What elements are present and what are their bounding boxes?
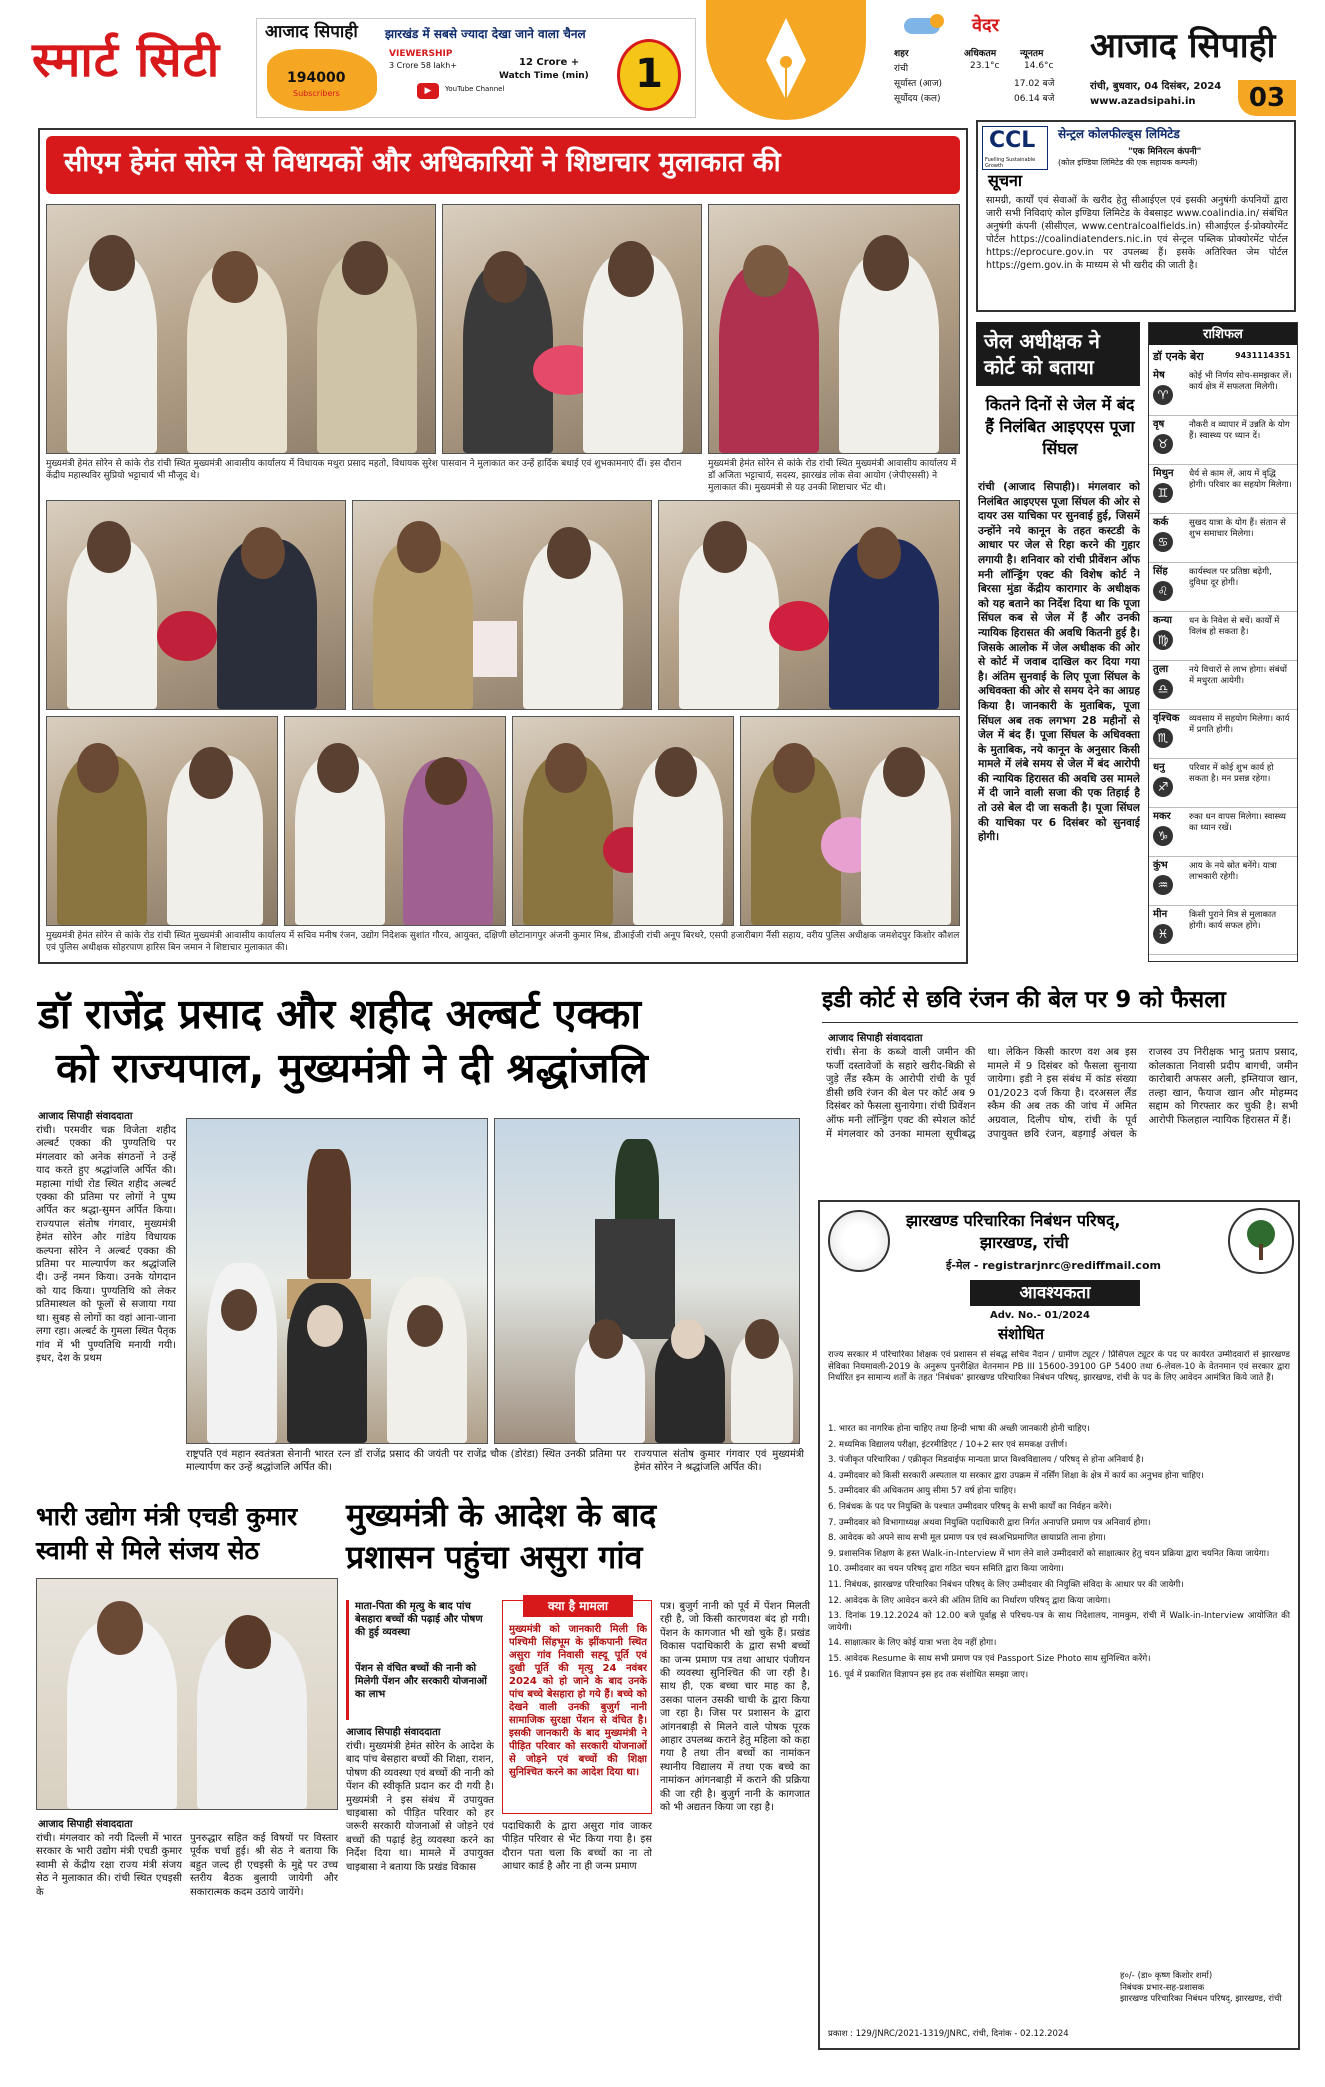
nursing-footer: प्रकाश : 129/JNRC/2021-1319/JNRC, रांची, दिनांक - 02.12.2024: [828, 2029, 1069, 2039]
weather-max: 23.1°c: [970, 61, 1000, 71]
nursing-heading: आवश्यकता: [1019, 1283, 1091, 1303]
photo-mla-1: [46, 204, 436, 454]
ad-rank: 1: [635, 51, 663, 97]
nursing-item: 1. भारत का नागरिक होना चाहिए तथा हिन्दी भाषा की अच्छी जानकारी होनी चाहिए।: [828, 1424, 1090, 1434]
zodiac-icon: ♍: [1153, 630, 1173, 650]
nursing-title: झारखण्ड परिचारिका निबंधन परिषद्,: [906, 1211, 1121, 1230]
ad-rank-badge: [617, 39, 681, 111]
asura-box: [502, 1600, 652, 1814]
page-number: [1238, 80, 1296, 116]
zodiac-text: नौकरी व व्यापार में उन्नति के योग हैं। स्वास्थ्य पर ध्यान दें।: [1189, 420, 1290, 441]
minister-byline: आजाद सिपाही संवाददाता: [38, 1819, 133, 1830]
zodiac-text: धन के निवेश से बचें। कार्यों में विलंब हो सकता है।: [1189, 616, 1280, 637]
page-number-text: 03: [1248, 83, 1286, 113]
zodiac-name: सिंह: [1153, 566, 1168, 577]
nursing-signatory-3: झारखण्ड परिचारिका निबंधन परिषद्, झारखण्ड, रांची: [1120, 1994, 1282, 2004]
nursing-items: [828, 1424, 1290, 1964]
zodiac-name: कुंभ: [1153, 860, 1168, 871]
zodiac-text: धैर्य से काम लें, आय में वृद्धि होगी। परिवार का सहयोग मिलेगा।: [1189, 469, 1292, 490]
nursing-item: 15. आवेदक Resume के साथ सभी प्रमाण पत्र एवं Passport Size Photo साथ सुनिश्चित करेंगे।: [828, 1653, 1151, 1664]
paper-name: आजाद सिपाही: [1090, 26, 1276, 66]
zodiac-text: कार्यस्थल पर प्रतिष्ठा बढ़ेगी, दुविधा दूर होगी।: [1189, 567, 1272, 588]
nursing-item: 14. साक्षात्कार के लिए कोई यात्रा भत्ता देय नहीं होगा।: [828, 1638, 997, 1649]
nursing-item: 8. आवेदक को अपने साथ सभी मूल प्रमाण पत्र एवं स्वअभिप्रमाणित छायाप्रति लाना होगा।: [828, 1533, 1106, 1544]
zodiac-list: [1149, 367, 1297, 961]
ccl-company: सेन्ट्रल कोलफील्ड्स लिमिटेड: [1058, 127, 1180, 141]
photo-police-4: [740, 716, 960, 926]
nursing-item: 11. निबंधक, झारखण्ड परिचारिका निबंधन परिषद् के लिए उम्मीदवार की नियुक्ति संविदा के आधार पर की जायेगी।: [828, 1579, 1184, 1590]
asura-body-1: रांची। मुख्यमंत्री हेमंत सोरेन के आदेश के बाद पांच बेसहारा बच्चों की शिक्षा, राशन, पोषण की व्यवस्था एवं बच्चों की नानी को पेंशन की स्वीकृति प्रदान कर दी गयी है। मुख्यमंत्री ने इस संबंध में उपायुक्त चाइबासा को पीड़ित परिवार को हर जरूरी सरकारी योजनाओं से जोड़ने एवं बच्चों की पढ़ाई हेतु व्यवस्था करने का निर्देश दिया था। मामले में उपायुक्त चाइबासा ने बताया कि प्रखंड विकास: [346, 1741, 494, 1873]
weather-sunset-label: सूर्यास्त (आज): [894, 79, 943, 89]
jail-body: रांची (आजाद सिपाही)। मंगलवार को निलंबित आइएएस पूजा सिंघल की ओर से दायर उस याचिका पर सुनवाई हुई, जिसमें उन्होंने नये कानून के तहत कस्टडी के आधार पर जेल से रिहा करने की गुहार लगायी है। शनिवार को रांची प्रीवेंशन ऑफ मनी लॉन्ड्रिंग एक्ट की विशेष कोर्ट ने बिरसा मुंडा केंद्रीय कारागार के अधीक्षक को यह बताने का निर्देश दिया था कि पूजा सिंघल कब से जेल में हैं और उनकी न्यायिक हिरासत की अवधि कितनी हुई है। जिसके आलोक में जेल अधीक्षक की ओर से कोर्ट में जवाब दाखिल कर दिया गया है। अंतिम सुनवाई के लिए पूजा सिंघल के अधिवक्ता की ओर से समय देने का आग्रह किया है। जानकारी के मुताबिक, पूजा सिंघल अब तक लगभग 28 महीनों से जेल में बंद हैं। पूजा सिंघल के अधिवक्ता के मुताबिक, नये कानून के अनुसार किसी मामले में लंबे समय से जेल में बंद आरोपी की न्यायिक हिरासत की अवधि उस मामले में दी जाने वाली सजा की एक तिहाई है तो उसे बेल दी जा सकती है। पूजा सिंघल की याचिका पर 6 दिसंबर को सुनवाई होगी।: [978, 481, 1140, 844]
zodiac-icon: ♊: [1153, 483, 1173, 503]
ccl-company-sub2: (कोल इण्डिया लिमिटेड की एक सहायक कम्पनी): [1058, 158, 1198, 167]
rashifal-title-bar: [1149, 323, 1297, 345]
ad-watch-label: Watch Time (min): [499, 71, 589, 81]
asura-box-title: क्या है मामला: [548, 1599, 608, 1613]
zodiac-row: [1149, 710, 1297, 759]
photo-rajendra-statue: [186, 1118, 488, 1444]
masthead: [0, 0, 1325, 120]
nursing-heading-box: [970, 1280, 1140, 1306]
weather-col-city: शहर: [894, 49, 909, 59]
photo-jpsc-member: [708, 204, 960, 454]
asura-headline-2: प्रशासन पहुंचा असुरा गांव: [346, 1538, 643, 1576]
pen-logo: [706, 0, 866, 120]
asura-body-2: पदाधिकारी के द्वारा असुरा गांव जाकर पीड़ित परिवार से भेंट किया गया है। इस दौरान पता चला कि बच्चों का ना तो आधार कार्ड है और ना ही जन्म प्रमाण: [502, 1821, 652, 1873]
asura-bullet-1: माता-पिता की मृत्यु के बाद पांच बेसहारा बच्चों की पढ़ाई और पोषण की हुई व्यवस्था: [355, 1601, 483, 1638]
nursing-item: 16. पूर्व में प्रकाशित विज्ञापन इस हद तक संशोधित समझा जाए।: [828, 1669, 1029, 1680]
asura-byline: आजाद सिपाही संवाददाता: [346, 1727, 441, 1738]
tribute-headline-2: को राज्यपाल, मुख्यमंत्री ने दी श्रद्धांजलि: [56, 1044, 648, 1092]
asura-bullet-2: पेंशन से वंचित बच्चों की नानी को मिलेगी पेंशन और सरकारी योजनाओं का लाभ: [355, 1663, 487, 1700]
zodiac-text: आय के नये स्रोत बनेंगे। यात्रा लाभकारी रहेगी।: [1189, 861, 1277, 882]
jail-headline: कितने दिनों से जेल में बंद हैं निलंबित आइएएस पूजा सिंघल: [985, 395, 1135, 458]
rashifal-title: राशिफल: [1203, 327, 1243, 342]
zodiac-name: मीन: [1153, 909, 1168, 920]
ad-youtube: YouTube Channel: [445, 85, 505, 93]
ad-viewership-value: 3 Crore 58 lakh+: [389, 61, 458, 70]
nursing-item: 5. उम्मीदवार की अधिकतम आयु सीमा 57 वर्ष होना चाहिए।: [828, 1486, 1017, 1497]
rashifal-phone: 9431114351: [1235, 351, 1291, 360]
zodiac-name: तुला: [1153, 664, 1169, 675]
zodiac-text: रुका धन वापस मिलेगा। स्वास्थ्य का ध्यान रखें।: [1189, 812, 1286, 833]
tribute-caption-1: राष्ट्रपति एवं महान स्वतंत्रता सेनानी भारत रत्न डॉ राजेंद्र प्रसाद की जयंती पर राजेंद्र चौक (डोरंडा) स्थित उनकी प्रतिमा पर माल्यार्पण कर उन्हें श्रद्धांजलि अर्पित की।: [186, 1449, 626, 1474]
photo-minister-meeting: [36, 1578, 338, 1810]
nursing-item: 7. उम्मीदवार को विभागाध्यक्ष अथवा नियुक्ति पदाधिकारी द्वारा निर्गत अनापत्ति प्रमाण पत्र अनिवार्य होगा।: [828, 1517, 1151, 1528]
nursing-title-2: झारखण्ड, रांची: [980, 1233, 1069, 1252]
lead-headline-bar: [46, 136, 960, 194]
sun-icon: [930, 14, 944, 28]
lead-headline: सीएम हेमंत सोरेन से विधायकों और अधिकारियों ने शिष्टाचार मुलाकात की: [64, 147, 781, 178]
ed-body: रांची। सेना के कब्जे वाली जमीन की फर्जी दस्तावेजों के सहारे खरीद-बिक्री से जुड़े लैंड स्कैम के आरोपी रांची के पूर्व डीसी छवि रंजन की बेल पर कोर्ट अब 9 दिसंबर को फैसला सुनायेगा। रांची प्रिवेंशन ऑफ मनी लॉन्ड्रिंग एक्ट की स्पेशल कोर्ट में मंगलवार को उनका मामला सूचीबद्ध था। लेकिन किसी कारण वश अब इस मामले में 9 दिसंबर को फैसला सुनाया जायेगा। इडी ने इस संबंध में कांड संख्या 01/2023 दर्ज किया है। दरअसल लैंड स्कैम की अब तक की जांच में अमित अग्रवाल, दिलीप घोष, रांची के पूर्व उपायुक्त छवि रंजन, बड़गाईं अंचल के राजस्व उप निरीक्षक भानु प्रताप प्रसाद, कोलकाता निवासी प्रदीप बागची, जमीन कारोबारी अफसर अली, इम्तियाज खान, तल्हा खान, फैयाज खान और मोहम्मद सद्दाम को गिरफ्तार कर चुकी है। सभी आरोपी फिलहाल न्यायिक हिरासत में हैं।: [826, 1047, 1298, 1140]
zodiac-icon: ♒: [1153, 875, 1173, 895]
ad-watch: 12 Crore +: [519, 57, 580, 68]
jail-kicker-box: [976, 322, 1140, 386]
weather-city: रांची: [894, 64, 909, 74]
nursing-adv-no: Adv. No.- 01/2024: [990, 1310, 1090, 1321]
zodiac-icon: ♑: [1153, 826, 1173, 846]
asura-bullet-box: [346, 1600, 494, 1720]
photo-albert-ekka-statue: [494, 1118, 800, 1444]
tribute-byline: आजाद सिपाही संवाददाता: [38, 1111, 133, 1122]
nursing-notice: [818, 1200, 1300, 2050]
zodiac-name: धनु: [1153, 762, 1165, 773]
nursing-item: 3. पंजीकृत परिचारिका / एक्रीकृत मिडवाईफ मान्यता प्राप्त विश्वविद्यालय / परिषद् से होना अनिवार्य है।: [828, 1455, 1144, 1466]
zodiac-name: कन्या: [1153, 615, 1173, 626]
zodiac-row: [1149, 759, 1297, 808]
zodiac-name: मकर: [1153, 811, 1171, 822]
weather-title: वेदर: [972, 15, 999, 36]
photo-officer-1: [46, 500, 346, 710]
weather-sunrise-label: सूर्योदय (कल): [894, 94, 941, 104]
rashifal: [1148, 322, 1298, 962]
zodiac-text: सुखद यात्रा के योग हैं। संतान से शुभ समाचार मिलेगा।: [1189, 518, 1286, 539]
nursing-item: 10. उम्मीदवार का चयन परिषद् द्वारा गठित चयन समिति द्वारा किया जायेगा।: [828, 1564, 1064, 1575]
zodiac-icon: ♈: [1153, 385, 1173, 405]
nursing-signatory-2: निबंधक प्रभार-सह-प्रशासक: [1120, 1983, 1205, 1993]
zodiac-icon: ♋: [1153, 532, 1173, 552]
zodiac-name: वृश्चिक: [1153, 713, 1180, 724]
zodiac-text: किसी पुराने मित्र से मुलाकात होगी। कार्य सफल होंगे।: [1189, 910, 1277, 931]
zodiac-name: मेष: [1153, 370, 1165, 381]
section-title: स्मार्ट सिटी: [32, 32, 221, 88]
photo-officer-3: [658, 500, 960, 710]
ad-subscribers: 194000: [287, 70, 346, 86]
nursing-signatory: ह०/- (डा० कृष्ण किशोर शर्मा): [1120, 1971, 1213, 1981]
tree-logo: [1228, 1208, 1294, 1274]
ccl-company-sub: "एक मिनिरत्न कंपनी": [1128, 147, 1202, 157]
zodiac-icon: ♉: [1153, 434, 1173, 454]
minister-headline: भारी उद्योग मंत्री एचडी कुमार स्वामी से मिले संजय सेठ: [36, 1502, 298, 1565]
zodiac-row: [1149, 612, 1297, 661]
ed-headline: इडी कोर्ट से छवि रंजन की बेल पर 9 को फैसला: [822, 987, 1226, 1013]
weather-min: 14.6°c: [1024, 61, 1054, 71]
lead-caption-3: मुख्यमंत्री हेमंत सोरेन से कांके रोड रांची स्थित मुख्यमंत्री आवासीय कार्यालय में सचिव मनीष रंजन, उद्योग निदेशक सुशांत गौरव, आयुक्त, दक्षिणी छोटानागपुर अंजनी कुमार मिश्र, डीआईजी रांची अनूप बिरथरे, एसपी हजारीबाग नैंसी सहाय, वरीय पुलिस अधीक्षक जमशेदपुर किशोर कौशल एवं पुलिस अधीक्षक सोहरपाण हारिस बिन जमान ने शिष्टाचार मुलाकात की।: [46, 931, 960, 953]
zodiac-icon: ♐: [1153, 777, 1173, 797]
zodiac-row: [1149, 416, 1297, 465]
tribute-headline-1: डॉ राजेंद्र प्रसाद और शहीद अल्बर्ट एक्का: [38, 990, 641, 1038]
weather-col-min: न्यूनतम: [1020, 49, 1044, 59]
nursing-item: 2. मध्यमिक विद्यालय परीक्षा, इंटरमीडिएट / 10+2 स्तर एवं समकक्ष उत्तीर्ण।: [828, 1439, 1068, 1450]
ccl-notice: [976, 120, 1296, 312]
minister-body-1: रांची। मंगलवार को नयी दिल्ली में भारत सरकार के भारी उद्योग मंत्री एचडी कुमार स्वामी से केंद्रीय रक्षा राज्य मंत्री संजय सेठ ने मुलाकात की। रांची स्थित एचइसी के: [36, 1833, 182, 1898]
weather-sunset: 17.02 बजे: [1014, 79, 1055, 89]
ccl-body: सामग्री, कार्यों एवं सेवाओं के खरीद हेतु सीआईएल एवं इसकी अनुषंगी कंपनियों द्वारा जारी सभी निविदाएं कोल इण्डिया लिमिटेड के वेबसाइट www.coalindia.in/ संबंधित अनुषंगी कंपनी (सीसीएल, www.centralcoalfields.in) सीआईएल ई-प्रोक्योरमेंट पोर्टल https://coalindiatenders.nic.in एवं सेन्ट्रल पब्लिक प्रोक्योरमेंट पोर्टल https://eprocure.gov.in पर उपलब्ध हैं। इसके अतिरिक्त जेम पोर्टल https://gem.gov.in के माध्यम से भी खरीद की जाती है।: [986, 195, 1288, 271]
zodiac-row: [1149, 514, 1297, 563]
zodiac-row: [1149, 906, 1297, 955]
asura-headline-1: मुख्यमंत्री के आदेश के बाद: [346, 1496, 657, 1534]
nursing-intro: राज्य सरकार में परिचारिका शिक्षक एवं प्रशासन से संबद्ध सचिव नैदान / ग्रामीण ट्यूटर / प्रिंसिपल ट्यूटर के पद पर कार्यरत उम्मीदवारों से झारखण्ड सेविका नियमावली-2019 के अनुरूप पुनरीक्षित वेतनमान PB III 15600-39100 GP 5400 तथा 6-लेवल-10 के वेतनमान एवं सरकार द्वारा निर्धारित इन सामान्य शर्तों के तहत 'निबंधक' झारखण्ड परिचारिका निबंधन परिषद्, झारखण्ड, रांची के पद के लिए आवेदन आमंत्रित किये जाते हैं।: [828, 1350, 1290, 1384]
rashifal-author: डॉ एनके बेरा: [1153, 350, 1204, 363]
lead-caption-1: मुख्यमंत्री हेमंत सोरेन से कांके रोड रांची स्थित मुख्यमंत्री आवासीय कार्यालय में विधायक मथुरा प्रसाद महतो, विधायक सुरेश पासवान ने मुलाकात कर उन्हें हार्दिक बधाई एवं शुभकामनाएं दीं। इस दौरान केंद्रीय महास्थविर सुप्रियो भट्टाचार्य भी मौजूद थे।: [46, 459, 682, 481]
asura-box-body: मुख्यमंत्री को जानकारी मिली कि पश्चिमी सिंहभूम के झींकपानी स्थित असुरा गांव निवासी सह्दू पूर्ति एवं दुखी पूर्ति की मृत्यु 24 नवंबर 2024 को हो जाने के बाद उनके पांच बच्चे बेसहारा हो गये हैं। बच्चे को देखने वाली उनकी बुजुर्ग नानी सामाजिक सुरक्षा पेंशन से वंचित है। इसकी जानकारी के बाद मुख्यमंत्री ने पीड़ित परिवार को सरकारी योजनाओं से जोड़ने एवं बच्चों की शिक्षा सुनिश्चित करने का आदेश दिया था।: [509, 1624, 647, 1778]
channel-ad: [256, 18, 696, 118]
photo-officer-2: [352, 500, 652, 710]
lead-story: [38, 128, 968, 964]
zodiac-icon: ♏: [1153, 728, 1173, 748]
zodiac-row: [1149, 367, 1297, 416]
photo-police-2: [284, 716, 506, 926]
ad-tagline: झारखंड में सबसे ज्यादा देखा जाने वाला चैनल: [385, 27, 586, 41]
nursing-item: 4. उम्मीदवार को किसी सरकारी अस्पताल या सरकार द्वारा उपक्रम में नर्सिंग शिक्षा के क्षेत्र में कार्य का अनुभव होना चाहिए।: [828, 1470, 1204, 1481]
photo-mla-2: [442, 204, 702, 454]
zodiac-text: व्यवसाय में सहयोग मिलेगा। कार्य में प्रगति होगी।: [1189, 714, 1290, 735]
website: www.azadsipahi.in: [1090, 96, 1196, 107]
asura-box-title-bar: [523, 1595, 633, 1617]
zodiac-text: नये विचारों से लाभ होगा। संबंधों में मधुरता आयेगी।: [1189, 665, 1288, 686]
weather-widget: [890, 14, 1070, 114]
ad-viewership: VIEWERSHIP: [389, 49, 453, 59]
jail-kicker: जेल अधीक्षक ने कोर्ट को बताया: [984, 329, 1100, 379]
photo-police-1: [46, 716, 278, 926]
nursing-email: ई-मेल - registrarjnrc@rediffmail.com: [946, 1259, 1161, 1272]
zodiac-name: मिथुन: [1153, 468, 1174, 479]
weather-sunrise: 06.14 बजे: [1014, 94, 1055, 104]
zodiac-row: [1149, 661, 1297, 710]
youtube-icon: ▶: [417, 83, 439, 99]
ccl-logo-sub: Fuelling Sustainable Growth: [985, 157, 1036, 169]
zodiac-name: वृष: [1153, 419, 1165, 430]
dateline: रांची, बुधवार, 04 दिसंबर, 2024: [1090, 81, 1222, 92]
zodiac-row: [1149, 563, 1297, 612]
zodiac-row: [1149, 465, 1297, 514]
ccl-title: सूचना: [988, 171, 1023, 190]
nursing-item: 12. आवेदक के लिए आवेदन करने की अंतिम तिथि का निर्धारण परिषद् द्वारा किया जायेगा।: [828, 1595, 1111, 1606]
zodiac-icon: ♌: [1153, 581, 1173, 601]
ed-byline: आजाद सिपाही संवाददाता: [828, 1033, 923, 1044]
nursing-item: 6. निबंधक के पद पर नियुक्ति के पश्चात उम्मीदवार परिषद् के सभी कार्यों का निर्वहन करेंगे।: [828, 1501, 1112, 1512]
zodiac-row: [1149, 808, 1297, 857]
zodiac-icon: ♎: [1153, 679, 1173, 699]
zodiac-row: [1149, 857, 1297, 906]
zodiac-text: कोई भी निर्णय सोच-समझकर लें। कार्य क्षेत्र में सफलता मिलेगी।: [1189, 371, 1292, 392]
ad-brand: आजाद सिपाही: [265, 22, 358, 42]
asura-body-3: पत्र। बुजुर्ग नानी को पूर्व में पेंशन मिलती रही है, जो किसी कारणवश बंद हो गयी। पेंशन के कागजात भी खो चुके हैं। प्रखंड विकास पदाधिकारी के द्वारा सभी बच्चों का जन्म प्रमाण पत्र तथा आधार पंजीयन की व्यवस्था सुनिश्चित की जा रही है। साथ ही, एक बच्चा चार माह का है, उसका पालन उसकी चाची के द्वारा किया जा रहा है। जिस पर प्रशासन के द्वारा आंगनबाड़ी से मिलने वाले पोषक पूरक आहार उपलब्ध कराने हेतु महिला को कहा गया है तथा तीन बच्चों का नामांकन स्थानीय विद्यालय में तथा एक बच्चे का नामांकन आंगनबाड़ी में कराने की प्रक्रिया की जा रही है। बुजुर्ग नानी के कागजात को भी अद्यतन किया जा रहा है।: [660, 1601, 810, 1814]
weather-col-max: अधिकतम: [964, 49, 997, 59]
nursing-sub-heading: संशोधित: [998, 1325, 1044, 1343]
nursing-item: 9. प्रशासनिक शिक्षण के हस्त Walk-in-Interview में भाग लेने वाले उम्मीदवारों को साक्षात्कार हेतु चयन प्रक्रिया द्वारा चयनित किया जायेगा।: [828, 1548, 1270, 1559]
ccl-logo: CCL: [989, 128, 1036, 153]
ccl-logo-box: [982, 126, 1048, 170]
photo-police-3: [512, 716, 734, 926]
zodiac-text: परिवार में कोई शुभ कार्य हो सकता है। मन प्रसन्न रहेगा।: [1189, 763, 1274, 784]
nursing-item: 13. दिनांक 19.12.2024 को 12.00 बजे पूर्वाह्न से परिचय-पत्र के साथ निदेशालय, नामकुम, रांची में Walk-in-Interview आयोजित की जायेगी।: [828, 1611, 1290, 1633]
minister-body-2: पुनरुद्धार सहित कई विषयों पर विस्तार पूर्वक चर्चा हुई। श्री सेठ ने बताया कि बहुत जल्द ही एचइसी के मुद्दे पर उच्च स्तरीय बैठक बुलायी जायेगी और सकारात्मक कदम उठाये जायेंगे।: [190, 1833, 338, 1898]
zodiac-name: कर्क: [1153, 517, 1169, 528]
tribute-caption-2: राज्यपाल संतोष कुमार गंगवार एवं मुख्यमंत्री हेमंत सोरेन ने श्रद्धांजलि अर्पित की।: [634, 1449, 804, 1474]
jharkhand-emblem: [828, 1210, 890, 1272]
lead-caption-2: मुख्यमंत्री हेमंत सोरेन से कांके रोड रांची स्थित मुख्यमंत्री आवासीय कार्यालय में डॉ अजिता भट्टाचार्य, सदस्य, झारखंड लोक सेवा आयोग (जेपीएससी) ने मुलाकात की। मुख्यमंत्री से यह उनकी शिष्टाचार भेंट थी।: [708, 459, 957, 493]
tribute-body: रांची। परमवीर चक्र विजेता शहीद अल्बर्ट एक्का की पुण्यतिथि पर मंगलवार को अनेक संगठनों ने उन्हें याद करते हुए श्रद्धांजलि अर्पित की। महात्मा गांधी रोड स्थित शहीद अल्बर्ट एक्का की प्रतिमा पर लोगों ने पुष्प अर्पित कर श्रद्धा-सुमन अर्पित किया। राज्यपाल संतोष गंगवार, मुख्यमंत्री हेमंत सोरेन और गांडेय विधायक कल्पना सोरेन ने अल्बर्ट एक्का की प्रतिमा पर माल्यार्पण कर श्रद्धांजलि दी। उन्हें नमन किया। उनके योगदान को याद किया। पुण्यतिथि को लेकर प्रतिमास्थल को फूलों से सजाया गया था। सुबह से लोगों का वहां आना-जाना लगा रहा। अल्बर्ट के गुमला स्थित पैतृक गांव में भी पुण्यतिथि मनायी गयी। इधर, देश के प्रथम: [36, 1125, 176, 1364]
ad-subscribers-label: Subscribers: [293, 89, 340, 98]
zodiac-icon: ♓: [1153, 924, 1173, 944]
